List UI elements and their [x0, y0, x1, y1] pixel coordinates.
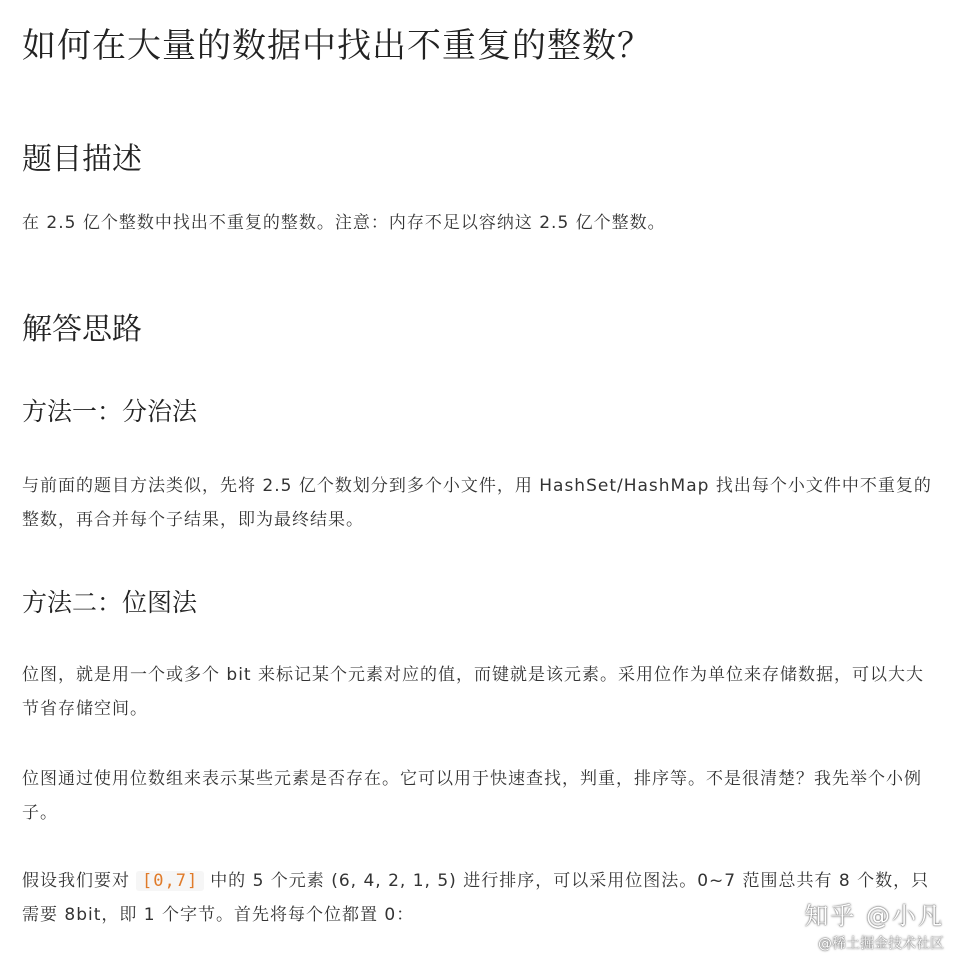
- description-text: 在 2.5 亿个整数中找出不重复的整数。注意：内存不足以容纳这 2.5 亿个整数。: [22, 213, 666, 233]
- page-title: 如何在大量的数据中找出不重复的整数？: [22, 26, 652, 66]
- method-2-paragraph-1: 位图，就是用一个或多个 bit 来标记某个元素对应的值，而键就是该元素。采用位作为单位来存储数据，可以大大节省存储空间。: [22, 665, 924, 719]
- paragraph-3-rest: 中的 5 个元素 (6, 4, 2, 1, 5) 进行排序，可以采用位图法。0~7 范围总共有 8 个数，只需要 8bit，即 1 个字节。首先将每个位都置 0：: [22, 871, 930, 925]
- method-1-text: 与前面的题目方法类似，先将 2.5 亿个数划分到多个小文件，用 HashSet/HashMap 找出每个小文件中不重复的整数，再合并每个子结果，即为最终结果。: [22, 476, 932, 530]
- heading-method-2: 方法二：位图法: [22, 588, 198, 617]
- watermark-main: 知乎 @小凡: [804, 902, 944, 930]
- method-2-paragraph-3: [22, 864, 940, 932]
- watermark-sub: @稀土掘金技术社区: [818, 936, 944, 952]
- heading-method-1: 方法一：分治法: [22, 397, 198, 426]
- heading-description: 题目描述: [22, 142, 142, 177]
- paragraph-3-lead: 假设我们要对: [22, 871, 130, 891]
- method-2-paragraph-2: 位图通过使用位数组来表示某些元素是否存在。它可以用于快速查找，判重，排序等。不是很清楚？我先举个小例子。: [22, 769, 922, 823]
- range-code: [0,7]: [136, 871, 204, 891]
- heading-solution: 解答思路: [22, 312, 142, 347]
- watermark: [804, 896, 944, 953]
